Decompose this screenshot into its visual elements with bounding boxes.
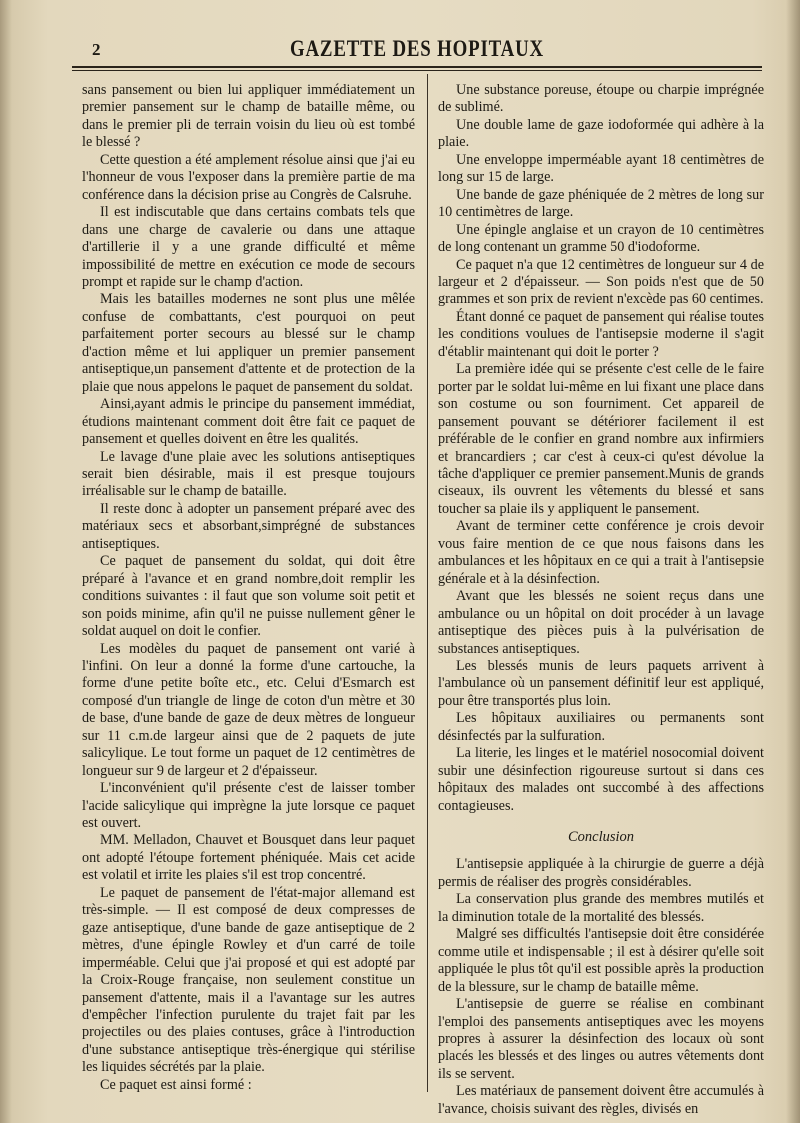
paragraph: L'antisepsie appliquée à la chirurgie de guerre a déjà permis de réaliser des progrès considérables. (438, 856, 764, 890)
paragraph: Le lavage d'une plaie avec les solutions antiseptiques serait bien désirable, mais il est presque toujours irréalisable sur le champ de bataille. (82, 448, 415, 500)
paragraph: La première idée qui se présente c'est celle de le faire porter par le soldat lui-même en lui fixant une place dans son costume ou son fourniment. Cet appareil de pansement pouvant se détériorer facilement il est préférable de le confier en grand nombre aux infirmiers et brancardiers ; car c'est à ceux-ci qu'est dévolue la tâche d'appliquer ce premier pansement.Munis de grands ciseaux, ils ouvrent les vêtements du blessé et sans toucher sa plaie ils y appliquent le pansement. (438, 361, 764, 517)
paragraph: Mais les batailles modernes ne sont plus une mêlée confuse de combattants, c'est pourquoi on peut parfaitement porter secours au blessé sur le champ d'action même et lui appliquer un premier pansement antiseptique,un pansement d'attente et de protection de la plaie que nous appelons le paquet de pansement du soldat. (82, 291, 415, 395)
header-rule (72, 66, 762, 68)
paragraph: Ce paquet de pansement du soldat, qui doit être préparé à l'avance et en grand nombre,doit remplir les conditions suivantes : il faut que son volume soit petit et son poids minime, afin qu'il ne puisse nullement gêner le soldat auquel on doit le confier. (82, 553, 415, 640)
left-column (82, 82, 415, 1094)
paragraph: Il est indiscutable que dans certains combats tels que dans une charge de cavalerie ou dans une attaque d'artillerie il y a une grande difficulté et même impossibilité de mettre en exécution ce mode de secours prompt et rapide sur le champ d'action. (82, 204, 415, 290)
header-rule-thin (72, 70, 762, 71)
paragraph: Avant de terminer cette conférence je crois devoir vous faire mention de ce que nous faisons dans les ambulances et les hôpitaux en ce qui a trait à l'antisepsie générale et à la désinfection. (438, 518, 764, 587)
paragraph: L'antisepsie de guerre se réalise en combinant l'emploi des pansements antiseptiques avec les moyens propres à assurer la désinfection des locaux où sont placés les blessés et des linges ou autres vêtements dont ils se servent. (438, 996, 764, 1082)
paragraph: Une enveloppe imperméable ayant 18 centimètres de long sur 15 de large. (438, 151, 764, 186)
page-left-shadow (0, 0, 12, 1123)
paragraph: Ainsi,ayant admis le principe du pansement immédiat, étudions maintenant comment doit être fait ce paquet de pansement et quelles doivent en être les qualités. (82, 396, 415, 448)
paragraph: Les hôpitaux auxiliaires ou permanents sont désinfectés par la sulfuration. (438, 710, 764, 744)
page-right-shadow (786, 0, 800, 1123)
paragraph: Les matériaux de pansement doivent être accumulés à l'avance, choisis suivant des règles, divisés en (438, 1083, 764, 1117)
paragraph: La conservation plus grande des membres mutilés et la diminution totale de la mortalité des blessés. (438, 891, 764, 925)
paragraph: Ce paquet est ainsi formé : (100, 1076, 252, 1093)
page-number: 2 (92, 40, 101, 59)
paragraph: Une bande de gaze phéniquée de 2 mètres de long sur 10 centimètres de large. (438, 186, 764, 221)
paragraph: MM. Melladon, Chauvet et Bousquet dans leur paquet ont adopté l'étoupe fortement phéniquée. Mais cet acide est volatil et irrite les plaies s'il est trop concentré. (82, 832, 415, 884)
paragraph: Il reste donc à adopter un pansement préparé avec des matériaux secs et absorbant,simprégné de substances antiseptiques. (82, 500, 415, 552)
paragraph: La literie, les linges et le matériel nosocomial doivent subir une désinfection rigoureuse surtout si dans ces hôpitaux des malades ont succombé à des affections contagieuses. (438, 745, 764, 814)
paragraph: Les modèles du paquet de pansement ont varié à l'infini. On leur a donné la forme d'une cartouche, la forme d'une petite boîte etc., etc. Celui d'Esmarch est composé d'un triangle de linge de coton d'un mètre et 30 de base, d'une bande de gaze de deux mètres de longueur sur 11 c.m.de largeur ainsi que de 2 paquets de jute salicylique. Le tout forme un paquet de 12 centimètres de longueur sur 9 de largeur et 2 d'épaisseur. (82, 640, 415, 779)
column-divider (427, 74, 428, 1092)
paragraph: Une épingle anglaise et un crayon de 10 centimètres de long contenant un gramme 50 d'iodoforme. (438, 221, 764, 256)
paragraph: L'inconvénient qu'il présente c'est de laisser tomber l'acide salicylique qui imprègne la jute lorsque ce paquet est ouvert. (82, 780, 415, 832)
paragraph: Les blessés munis de leurs paquets arrivent à l'ambulance où un pansement définitif leur est appliqué, pour être transportés plus loin. (438, 657, 764, 709)
journal-title: GAZETTE DES HOPITAUX (290, 36, 544, 61)
paragraph: Une substance poreuse, étoupe ou charpie imprégnée de sublimé. (438, 82, 764, 116)
page-header (0, 0, 800, 70)
paragraph: sans pansement ou bien lui appliquer immédiatement un premier pansement sur le champ de bataille même, ou dans le premier pli de terrain voisin du lieu où est tombé le blessé ? (82, 82, 415, 151)
paragraph: Ce paquet n'a que 12 centimètres de longueur sur 4 de largeur et 2 d'épaisseur. — Son poids n'est que de 50 grammes et son prix de revient n'excède pas 60 centimes. (438, 256, 764, 308)
paragraph: Le paquet de pansement de l'état-major allemand est très-simple. — Il est composé de deux compresses de gaze antiseptique, d'une bande de gaze antiseptique de 2 mètres, d'une épingle Rowley et d'un carré de toile imperméable. Celui que j'ai proposé et qui est adopté par la Croix-Rouge française, non seulement constitue un pansement d'attente, mais il a l'avantage sur les autres d'empêcher l'infection purulente du trajet fait par les projectiles ou des plaies contuses, grâce à l'introduction d'une substance antiseptique très-énergique qui stérilise les liquides sécrétés par la plaie. (82, 884, 415, 1076)
section-heading-conclusion: Conclusion (567, 829, 635, 846)
right-column (438, 82, 764, 1118)
paragraph: Avant que les blessés ne soient reçus dans une ambulance ou un hôpital on doit procéder à un lavage antiseptique des pièces puis à la pulvérisation de substances antiseptiques. (438, 588, 764, 657)
paragraph: Cette question a été amplement résolue ainsi que j'ai eu l'honneur de vous l'exposer dans la première partie de ma conférence dans la décision prise au Congrès de Calsruhe. (82, 151, 415, 203)
paragraph: Malgré ses difficultés l'antisepsie doit être considérée comme utile et indispensable ; il est à désirer qu'elle soit appliquée le plus tôt qu'il est possible après la production de la blessure, sur le champ de bataille même. (438, 926, 764, 995)
paragraph: Une double lame de gaze iodoformée qui adhère à la plaie. (438, 116, 764, 151)
paragraph: Étant donné ce paquet de pansement qui réalise toutes les conditions voulues de l'antisepsie moderne il s'agit d'établir maintenant qui doit le porter ? (438, 308, 764, 360)
